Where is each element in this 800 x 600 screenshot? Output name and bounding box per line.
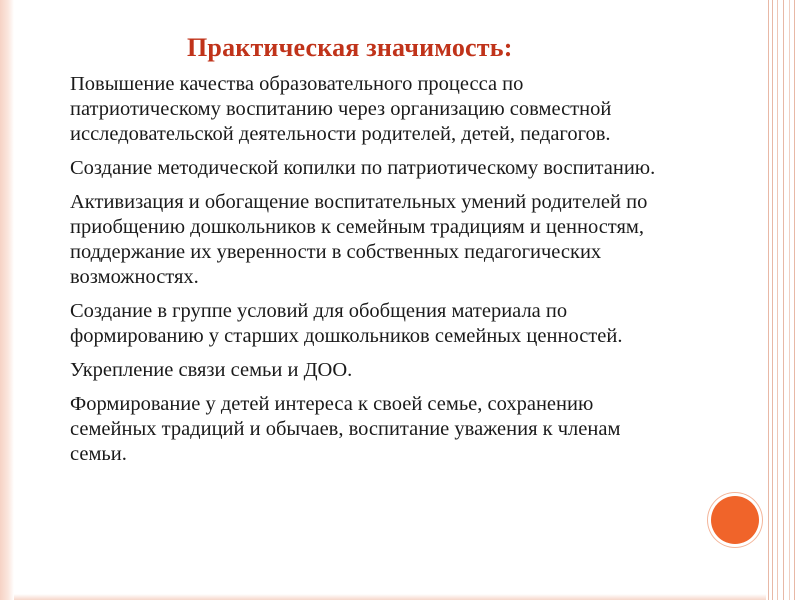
bullet-icon [44, 392, 70, 467]
right-frame-border [766, 0, 800, 600]
decorative-circle [711, 496, 759, 544]
list-item [44, 358, 674, 383]
list-item [44, 392, 674, 467]
slide-title: Практическая значимость: [187, 33, 513, 62]
list-item-text: Активизация и обогащение воспитательных умений родителей по приобщению дошкольников к семейным традициям и ценностям, поддержание их уверенности в собственных педагогических возможностях. [70, 191, 648, 288]
bullet-icon [44, 190, 70, 290]
bullet-icon [44, 72, 70, 147]
bottom-frame-border [14, 594, 766, 600]
bullet-icon [44, 358, 70, 383]
list-item-text: Формирование у детей интереса к своей семье, сохранению семейных традиций и обычаев, воспитание уважения к членам семьи. [70, 393, 621, 465]
list-item-text: Создание методической копилки по патриотическому воспитанию. [70, 157, 656, 179]
title-row [165, 33, 513, 63]
left-frame-border [0, 0, 14, 600]
list-item [44, 299, 674, 349]
bullet-icon [44, 299, 70, 349]
list-item-text: Укрепление связи семьи и ДОО. [70, 359, 353, 381]
list-item-text: Повышение качества образовательного процесса по патриотическому воспитанию через организацию совместной исследовательской деятельности родителей, детей, педагогов. [70, 73, 612, 145]
list-item [44, 156, 674, 181]
list-item [44, 190, 674, 290]
bullet-list [44, 72, 674, 476]
bullet-icon [44, 156, 70, 181]
list-item-text: Создание в группе условий для обобщения материала по формированию у старших дошкольников семейных ценностей. [70, 300, 623, 347]
list-item [44, 72, 674, 147]
